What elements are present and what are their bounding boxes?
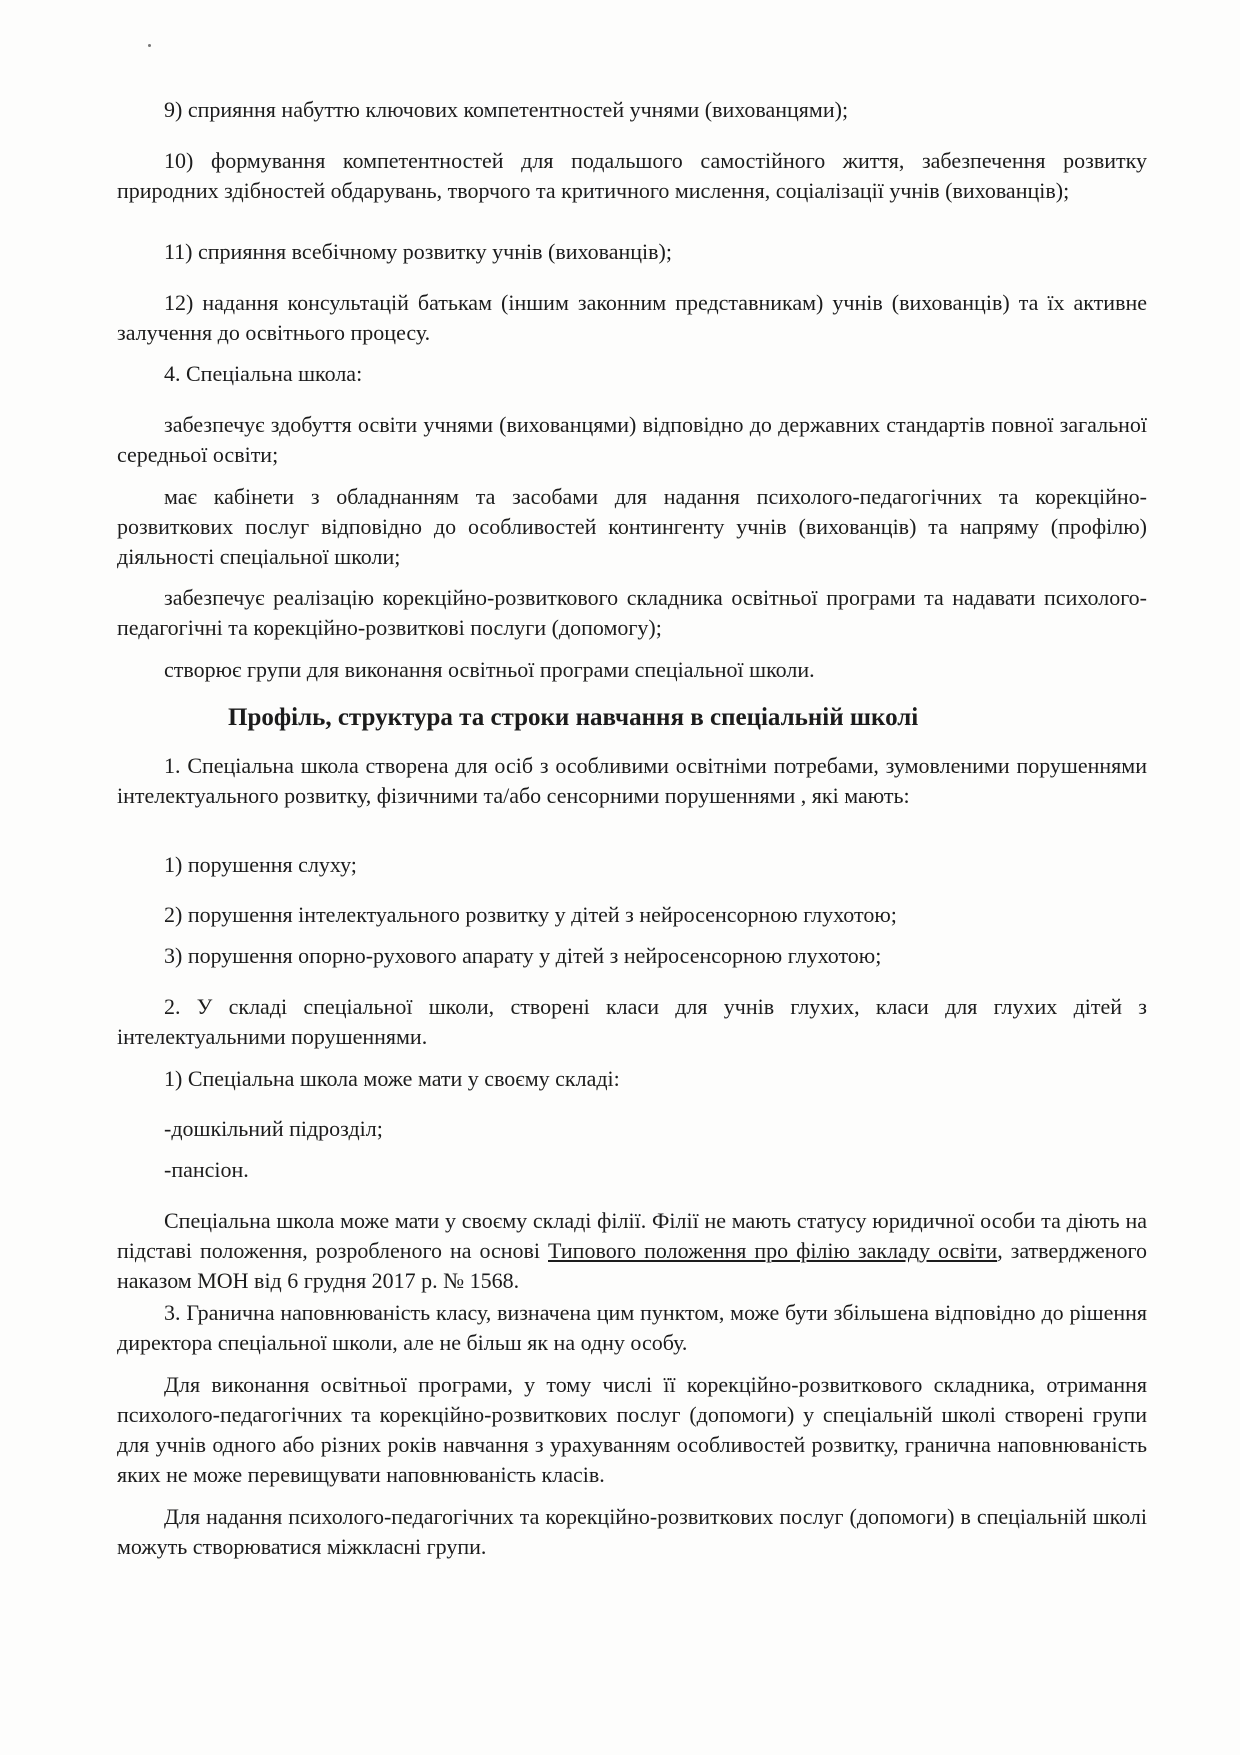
list-item-9: 9) сприяння набуттю ключових компетентностей учнями (вихованцями); (164, 97, 849, 122)
list-item-10: 10) формування компетентностей для подальшого самостійного життя, забезпечення розвитку природних здібностей обдарувань, творчого та критичного мислення, соціалізації учнів (вихованців); (117, 148, 1147, 203)
section-heading: Профіль, структура та строки навчання в спеціальній школі (228, 704, 919, 731)
section-2-sub-title: 1) Спеціальна школа може мати у своєму складі: (164, 1066, 620, 1091)
list-item-12: 12) надання консультацій батькам (іншим законним представникам) учнів (вихованців) та їх активне залучення до освітнього процесу. (117, 290, 1147, 345)
section-3-text: 3. Гранична наповнюваність класу, визначена цим пунктом, може бути збільшена відповідно до рішення директора спеціальної школи, але не більш як на одну особу. (117, 1300, 1147, 1355)
section-2-sub-item-1: -дошкільний підрозділ; (164, 1116, 383, 1141)
point-4-item-2: має кабінети з обладнанням та засобами для надання психолого-педагогічних та корекційно-розвиткових послуг відповідно до особливостей контингенту учнів (вихованців) та напряму (профілю) діяльності спеціальної школи; (117, 484, 1147, 569)
typical-regulation-link[interactable]: Типового положення про філію закладу освіти (548, 1238, 998, 1263)
list-item-11: 11) сприяння всебічному розвитку учнів (вихованців); (164, 239, 672, 264)
section-1-item-1: 1) порушення слуху; (164, 852, 357, 877)
branches-paragraph (117, 1206, 1147, 1296)
point-4-item-1: забезпечує здобуття освіти учнями (вихованцями) відповідно до державних стандартів повної загальної середньої освіти; (117, 412, 1147, 467)
section-2-text: 2. У складі спеціальної школи, створені класи для учнів глухих, класи для глухих дітей з інтелектуальними порушеннями. (117, 994, 1147, 1049)
branches-text-2: , затвердженого наказом МОН від 6 грудня 2017 р. № 1568. (117, 1238, 1147, 1293)
branches-text-1: Спеціальна школа може мати у своєму складі філії. Філії не мають статусу юридичної особи та діють на підставі положення, розробленого на основі (117, 1208, 1147, 1263)
scan-speck (148, 44, 151, 47)
point-4-item-4: створює групи для виконання освітньої програми спеціальної школи. (164, 657, 815, 682)
section-1-text: 1. Спеціальна школа створена для осіб з особливими освітніми потребами, зумовленими порушеннями інтелектуального розвитку, фізичними та/або сенсорними порушеннями , які мають: (117, 753, 1147, 808)
point-4-title: 4. Спеціальна школа: (164, 361, 363, 386)
point-4-item-3: забезпечує реалізацію корекційно-розвиткового складника освітньої програми та надавати психолого-педагогічні та корекційно-розвиткові послуги (допомогу); (117, 585, 1147, 640)
interclass-groups-paragraph: Для надання психолого-педагогічних та корекційно-розвиткових послуг (допомоги) в спеціальній школі можуть створюватися міжкласні групи. (117, 1504, 1147, 1559)
groups-paragraph: Для виконання освітньої програми, у тому числі її корекційно-розвиткового складника, отримання психолого-педагогічних та корекційно-розвиткових послуг (допомоги) у спеціальній школі створені групи для учнів одного або різних років навчання з урахуванням особливостей розвитку, гранична наповнюваність яких не може перевищувати наповнюваність класів. (117, 1372, 1147, 1487)
section-1-item-3: 3) порушення опорно-рухового апарату у дітей з нейросенсорною глухотою; (164, 943, 882, 968)
section-2-sub-item-2: -пансіон. (164, 1157, 249, 1182)
section-1-item-2: 2) порушення інтелектуального розвитку у дітей з нейросенсорною глухотою; (164, 902, 897, 927)
